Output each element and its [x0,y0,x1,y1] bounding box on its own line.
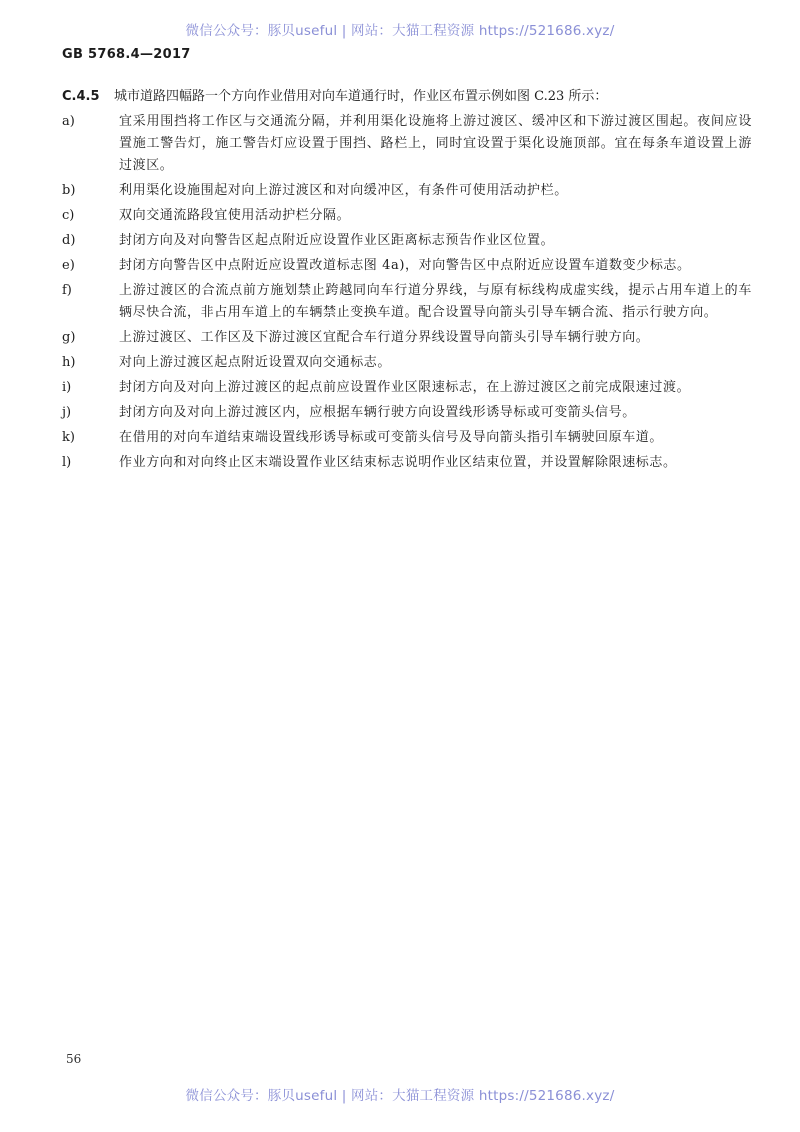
item-label: b) [62,183,76,198]
list-item [62,205,752,227]
list-item [62,377,752,399]
item-text: 封闭方向及对向上游过渡区内，应根据车辆行驶方向设置线形诱导标或可变箭头信号。 [119,405,636,420]
list-item [62,327,752,349]
list-item [62,255,752,277]
watermark-top: 微信公众号：豚贝useful | 网站：大猫工程资源 https://521686.xyz/ [185,23,615,39]
item-label: j) [62,405,72,420]
list-item [62,352,752,374]
item-label: f) [62,283,72,298]
item-label: c) [62,208,75,223]
item-text: 上游过渡区的合流点前方施划禁止跨越同向车行道分界线，与原有标线构成虚实线，提示占用车道上的车辆尽快合流，非占用车道上的车辆禁止变换车道。配合设置导向箭头引导车辆合流、指示行驶方向。 [119,283,752,320]
item-label: g) [62,330,76,345]
item-label: k) [62,430,75,445]
section-c45 [62,86,752,474]
item-list [62,111,752,474]
item-label: i) [62,380,72,395]
list-item [62,280,752,324]
item-text: 封闭方向及对向上游过渡区的起点前应设置作业区限速标志，在上游过渡区之前完成限速过渡。 [119,380,691,395]
list-item [62,452,752,474]
item-text: 作业方向和对向终止区末端设置作业区结束标志说明作业区结束位置，并设置解除限速标志。 [119,455,677,470]
item-label: a) [62,114,75,129]
item-label: l) [62,455,72,470]
list-item [62,427,752,449]
list-item [62,111,752,177]
item-text: 在借用的对向车道结束端设置线形诱导标或可变箭头信号及导向箭头指引车辆驶回原车道。 [119,430,664,445]
section-title: 城市道路四幅路一个方向作业借用对向车道通行时，作业区布置示例如图 C.23 所示： [114,89,608,104]
item-label: e) [62,258,75,273]
item-text: 封闭方向及对向警告区起点附近应设置作业区距离标志预告作业区位置。 [119,233,555,248]
item-text: 封闭方向警告区中点附近应设置改道标志图 4a)，对向警告区中点附近应设置车道数变少标志。 [119,258,691,273]
item-text: 上游过渡区、工作区及下游过渡区宜配合车行道分界线设置导向箭头引导车辆行驶方向。 [119,330,650,345]
list-item [62,180,752,202]
section-number: C.4.5 [62,89,100,104]
item-text: 宜采用围挡将工作区与交通流分隔，并利用渠化设施将上游过渡区、缓冲区和下游过渡区围起。夜间应设置施工警告灯，施工警告灯应设置于围挡、路栏上，同时宜设置于渠化设施顶部。宜在每条车道设置上游过渡区。 [119,114,752,173]
item-label: d) [62,233,76,248]
item-text: 对向上游过渡区起点附近设置双向交通标志。 [119,355,392,370]
section-heading [62,86,752,108]
list-item [62,230,752,252]
item-label: h) [62,355,76,370]
item-text: 双向交通流路段宜使用活动护栏分隔。 [119,208,351,223]
item-text: 利用渠化设施围起对向上游过渡区和对向缓冲区，有条件可使用活动护栏。 [119,183,568,198]
watermark-bottom: 微信公众号：豚贝useful | 网站：大猫工程资源 https://521686.xyz/ [185,1088,615,1104]
page-number: 56 [66,1052,82,1066]
list-item [62,402,752,424]
standard-code: GB 5768.4—2017 [62,47,191,62]
